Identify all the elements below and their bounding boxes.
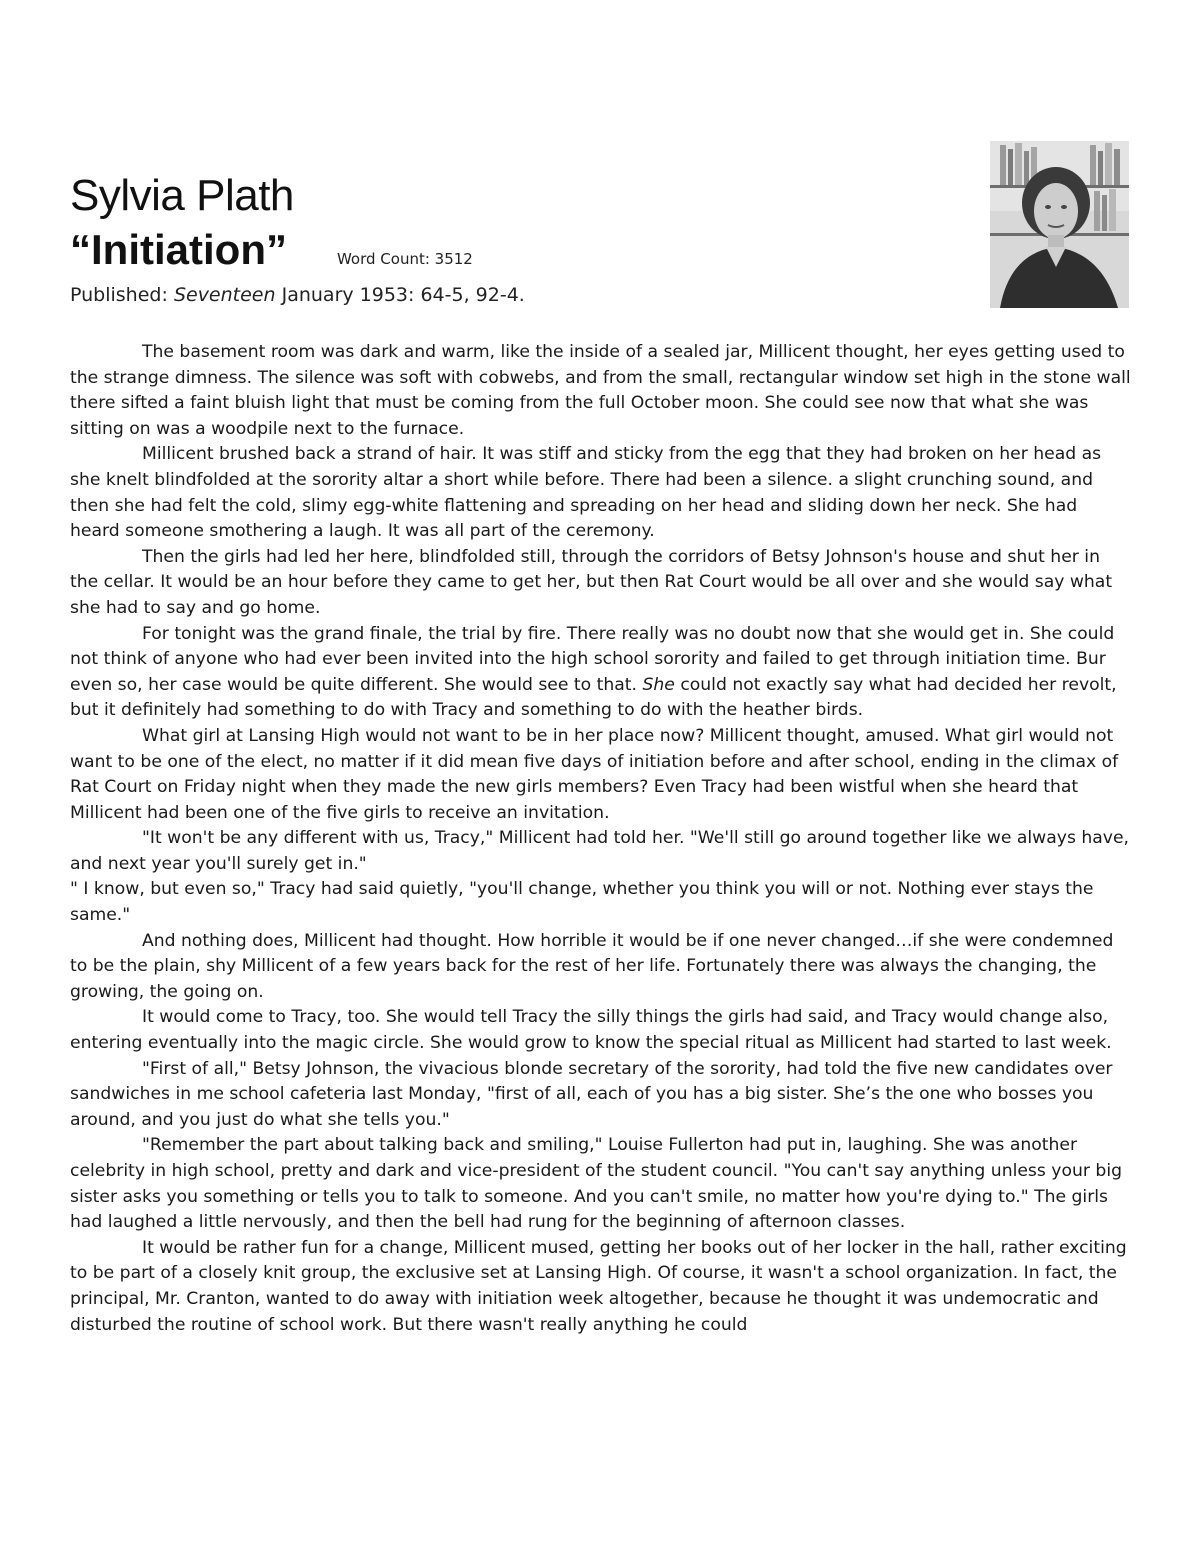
paragraph: And nothing does, Millicent had thought. How horrible it would be if one never changed…if she were condemned to be the plain, shy Millicent of a few years back for the rest of her life. Fortunately there was always the changing, the growing, the going on. xyxy=(70,930,1114,1002)
paragraph: It would be rather fun for a change, Millicent mused, getting her books out of her locker in the hall, rather exciting to be part of a closely knit group, the exclusive set at Lansing High. Of course, it wasn't a school organization. In fact, the principal, Mr. Cranton, wanted to do away with initiation week altogether, because he thought it was undemocratic and disturbed the routine of school work. But there wasn't really anything he could xyxy=(70,1237,1127,1335)
paragraph-text: could not exactly say what had decided her revolt, but it definitely had something to do with Tracy and something to do with the heather birds. xyxy=(70,674,1117,721)
paragraph: What girl at Lansing High would not want to be in her place now? Millicent thought, amused. What girl would not want to be one of the elect, no matter if it did mean five days of initiation before and after school, ending in the climax of Rat Court on Friday night when they made the new girls members? Even Tracy had been wistful when she heard that Millicent had been one of the five girls to receive an invitation. xyxy=(70,725,1119,823)
paragraph: Then the girls had led her here, blindfolded still, through the corridors of Betsy Johnson's house and shut her in the cellar. It would be an hour before they came to get her, but then Rat Court would be all over and she would say what she had to say and go home. xyxy=(70,546,1113,618)
author-name: Sylvia Plath xyxy=(70,171,294,220)
paragraph-text: For tonight was the grand finale, the trial by fire. There really was no doubt now that she would get in. She could not think of anyone who had ever been invited into the high school sorority and failed to get through initiation time. Bur even so, her case would be quite different. She would see to that. xyxy=(70,623,1115,695)
paragraph: Millicent brushed back a strand of hair. It was stiff and sticky from the egg that they had broken on her head as she knelt blindfolded at the sorority altar a short while before. There had been a silence. a slight crunching sound, and then she had felt the cold, slimy egg-white flattening and spreading on her head and sliding down her neck. She had heard someone smothering a laugh. It was all part of the ceremony. xyxy=(70,444,1102,542)
paragraph: The basement room was dark and warm, like the inside of a sealed jar, Millicent thought, her eyes getting used to the strange dimness. The silence was soft with cobwebs, and from the small, rectangular window set high in the stone wall there sifted a faint bluish light that must be coming from the full October moon. She could see now that what she was sitting on was a woodpile next to the furnace. xyxy=(70,342,1131,439)
published-label: Published: xyxy=(70,284,168,306)
paragraph: " I know, but even so," Tracy had said quietly, "you'll change, whether you think you will or not. Nothing ever stays the same." xyxy=(70,879,1094,926)
word-count: Word Count: 3512 xyxy=(336,250,473,268)
paragraph xyxy=(70,622,1132,724)
paragraph-italic-word: She xyxy=(642,674,675,695)
document-header xyxy=(70,170,950,308)
paragraph: "It won't be any different with us, Tracy," Millicent had told her. "We'll still go around together like we always have, and next year you'll surely get in." xyxy=(70,828,1129,874)
paragraph: "First of all," Betsy Johnson, the vivacious blonde secretary of the sorority, had told the five new candidates over sandwiches in me school cafeteria last Monday, "first of all, each of you has a big sister. She’s the one who bosses you around, and you just do what she tells you." xyxy=(70,1058,1113,1130)
title-row xyxy=(70,222,950,278)
story-body xyxy=(70,340,1132,1338)
published-magazine: Seventeen xyxy=(173,284,276,306)
published-details: January 1953: 64-5, 92-4. xyxy=(281,284,525,306)
publication-info xyxy=(70,282,950,308)
portrait-image xyxy=(990,141,1129,308)
story-title: “Initiation” xyxy=(70,226,287,273)
paragraph: It would come to Tracy, too. She would tell Tracy the silly things the girls had said, and Tracy would change also, entering eventually into the magic circle. She would grow to know the special ritual as Millicent had started to last week. xyxy=(70,1007,1112,1054)
paragraph: "Remember the part about talking back and smiling," Louise Fullerton had put in, laughing. She was another celebrity in high school, pretty and dark and vice-president of the student council. "You can't say anything unless your big sister asks you something or tells you to talk to someone. And you can't smile, no matter how you're dying to." The girls had laughed a little nervously, and then the bell had rung for the beginning of afternoon classes. xyxy=(70,1135,1123,1233)
author-portrait-photo xyxy=(990,141,1129,308)
